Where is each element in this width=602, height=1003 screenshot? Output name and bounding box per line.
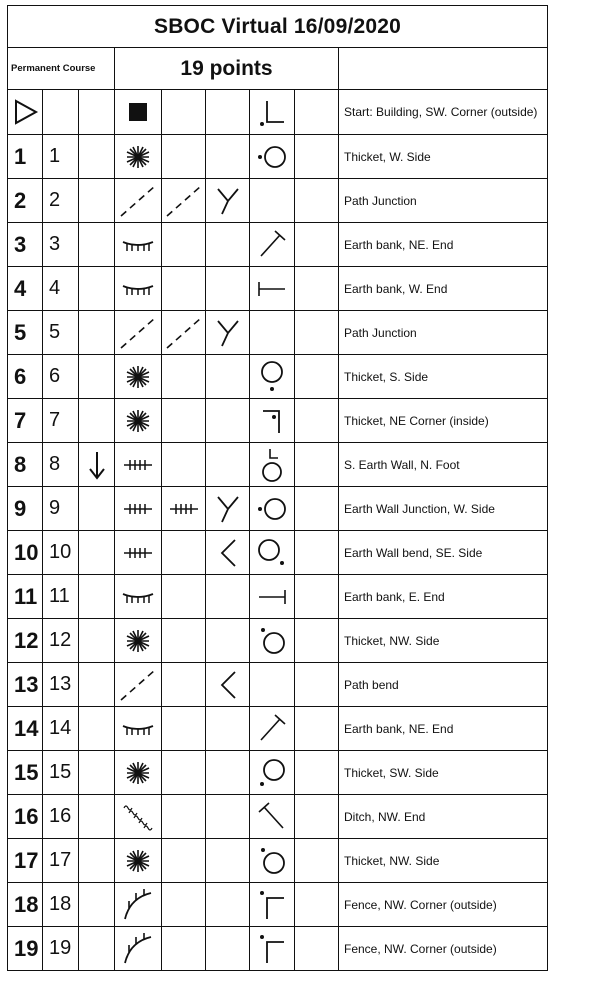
path-icon bbox=[115, 179, 162, 223]
west-side-icon bbox=[250, 135, 295, 179]
control-row bbox=[8, 751, 548, 795]
col-h-cell bbox=[295, 575, 339, 619]
start-triangle-icon bbox=[8, 90, 43, 135]
col-h-cell bbox=[295, 223, 339, 267]
path-icon bbox=[162, 179, 206, 223]
control-description: Thicket, NE Corner (inside) bbox=[339, 399, 548, 443]
se-side-icon bbox=[250, 531, 295, 575]
col-h-cell bbox=[295, 751, 339, 795]
direction-cell bbox=[79, 179, 115, 223]
fence-icon bbox=[115, 883, 162, 927]
control-number: 12 bbox=[8, 619, 43, 663]
control-number: 4 bbox=[8, 267, 43, 311]
shape-cell bbox=[206, 619, 250, 663]
control-number: 8 bbox=[8, 443, 43, 487]
feature2-cell bbox=[162, 531, 206, 575]
junction-icon bbox=[206, 487, 250, 531]
shape-cell bbox=[206, 883, 250, 927]
start-feature2-cell bbox=[162, 90, 206, 135]
ne-corner-inside-icon bbox=[250, 399, 295, 443]
control-number: 16 bbox=[8, 795, 43, 839]
shape-cell bbox=[206, 355, 250, 399]
control-description: Earth bank, E. End bbox=[339, 575, 548, 619]
shape-cell bbox=[206, 135, 250, 179]
ditch-icon bbox=[115, 795, 162, 839]
col-h-cell bbox=[295, 267, 339, 311]
col-h-cell bbox=[295, 179, 339, 223]
earth-bank-icon bbox=[115, 707, 162, 751]
control-description: Earth bank, W. End bbox=[339, 267, 548, 311]
thicket-icon bbox=[115, 355, 162, 399]
control-row bbox=[8, 839, 548, 883]
junction-icon bbox=[206, 179, 250, 223]
junction-icon bbox=[206, 311, 250, 355]
thicket-icon bbox=[115, 399, 162, 443]
course-name: Permanent Course bbox=[8, 48, 115, 90]
direction-cell bbox=[79, 355, 115, 399]
control-number: 10 bbox=[8, 531, 43, 575]
control-row bbox=[8, 399, 548, 443]
earth-wall-icon bbox=[115, 487, 162, 531]
earth-bank-icon bbox=[115, 267, 162, 311]
feature2-cell bbox=[162, 135, 206, 179]
nw-side-icon bbox=[250, 839, 295, 883]
shape-cell bbox=[206, 223, 250, 267]
north-foot-icon bbox=[250, 443, 295, 487]
points-count: 19 points bbox=[115, 48, 339, 90]
path-icon bbox=[115, 663, 162, 707]
control-code: 4 bbox=[43, 267, 79, 311]
shape-cell bbox=[206, 267, 250, 311]
earth-bank-icon bbox=[115, 223, 162, 267]
control-code: 5 bbox=[43, 311, 79, 355]
nw-side-icon bbox=[250, 619, 295, 663]
shape-cell bbox=[206, 839, 250, 883]
sheet-title: SBOC Virtual 16/09/2020 bbox=[8, 6, 548, 48]
ne-end-icon bbox=[250, 707, 295, 751]
col-h-cell bbox=[295, 883, 339, 927]
direction-cell bbox=[79, 223, 115, 267]
control-row bbox=[8, 135, 548, 179]
control-number: 3 bbox=[8, 223, 43, 267]
control-number: 13 bbox=[8, 663, 43, 707]
control-number: 19 bbox=[8, 927, 43, 971]
thicket-icon bbox=[115, 619, 162, 663]
control-code: 12 bbox=[43, 619, 79, 663]
location-cell bbox=[250, 179, 295, 223]
bend-icon bbox=[206, 531, 250, 575]
control-code: 18 bbox=[43, 883, 79, 927]
control-description: Earth bank, NE. End bbox=[339, 223, 548, 267]
nw-corner-outside-icon bbox=[250, 927, 295, 971]
control-description: Fence, NW. Corner (outside) bbox=[339, 883, 548, 927]
direction-cell bbox=[79, 751, 115, 795]
down-arrow-icon bbox=[79, 443, 115, 487]
control-code: 8 bbox=[43, 443, 79, 487]
shape-cell bbox=[206, 795, 250, 839]
fence-icon bbox=[115, 927, 162, 971]
control-code: 19 bbox=[43, 927, 79, 971]
feature2-cell bbox=[162, 575, 206, 619]
control-row bbox=[8, 707, 548, 751]
col-h-cell bbox=[295, 795, 339, 839]
control-description: Earth bank, NE. End bbox=[339, 707, 548, 751]
feature2-cell bbox=[162, 751, 206, 795]
direction-cell bbox=[79, 575, 115, 619]
control-row bbox=[8, 531, 548, 575]
location-cell bbox=[250, 311, 295, 355]
col-h-cell bbox=[295, 663, 339, 707]
start-shape-cell bbox=[206, 90, 250, 135]
control-row bbox=[8, 619, 548, 663]
control-code: 7 bbox=[43, 399, 79, 443]
ne-end-icon bbox=[250, 223, 295, 267]
col-h-cell bbox=[295, 619, 339, 663]
control-row bbox=[8, 179, 548, 223]
control-description: Earth Wall bend, SE. Side bbox=[339, 531, 548, 575]
earth-bank-icon bbox=[115, 575, 162, 619]
control-description-sheet bbox=[7, 5, 548, 971]
control-row bbox=[8, 223, 548, 267]
west-side-icon bbox=[250, 487, 295, 531]
thicket-icon bbox=[115, 135, 162, 179]
control-row bbox=[8, 487, 548, 531]
direction-cell bbox=[79, 663, 115, 707]
nw-end-icon bbox=[250, 795, 295, 839]
control-description: Thicket, S. Side bbox=[339, 355, 548, 399]
control-code: 15 bbox=[43, 751, 79, 795]
control-description: Path bend bbox=[339, 663, 548, 707]
col-h-cell bbox=[295, 443, 339, 487]
feature2-cell bbox=[162, 223, 206, 267]
control-code: 9 bbox=[43, 487, 79, 531]
control-number: 5 bbox=[8, 311, 43, 355]
control-code: 14 bbox=[43, 707, 79, 751]
direction-cell bbox=[79, 487, 115, 531]
control-number: 6 bbox=[8, 355, 43, 399]
control-code: 10 bbox=[43, 531, 79, 575]
col-h-cell bbox=[295, 531, 339, 575]
control-description: Earth Wall Junction, W. Side bbox=[339, 487, 548, 531]
location-cell bbox=[250, 663, 295, 707]
control-number: 2 bbox=[8, 179, 43, 223]
start-direction-cell bbox=[79, 90, 115, 135]
direction-cell bbox=[79, 883, 115, 927]
east-end-icon bbox=[250, 575, 295, 619]
shape-cell bbox=[206, 707, 250, 751]
control-description: Thicket, W. Side bbox=[339, 135, 548, 179]
col-h-cell bbox=[295, 927, 339, 971]
thicket-icon bbox=[115, 839, 162, 883]
direction-cell bbox=[79, 619, 115, 663]
control-description: Path Junction bbox=[339, 311, 548, 355]
control-description: Fence, NW. Corner (outside) bbox=[339, 927, 548, 971]
control-description: Ditch, NW. End bbox=[339, 795, 548, 839]
control-number: 14 bbox=[8, 707, 43, 751]
shape-cell bbox=[206, 399, 250, 443]
west-end-icon bbox=[250, 267, 295, 311]
control-number: 15 bbox=[8, 751, 43, 795]
col-h-cell bbox=[295, 355, 339, 399]
col-h-cell bbox=[295, 839, 339, 883]
direction-cell bbox=[79, 839, 115, 883]
control-row bbox=[8, 443, 548, 487]
control-row bbox=[8, 883, 548, 927]
start-description: Start: Building, SW. Corner (outside) bbox=[339, 90, 548, 135]
col-h-cell bbox=[295, 399, 339, 443]
control-row bbox=[8, 311, 548, 355]
control-row bbox=[8, 795, 548, 839]
control-row bbox=[8, 575, 548, 619]
control-code: 6 bbox=[43, 355, 79, 399]
earth-wall-icon bbox=[115, 531, 162, 575]
thicket-icon bbox=[115, 751, 162, 795]
feature2-cell bbox=[162, 795, 206, 839]
south-side-icon bbox=[250, 355, 295, 399]
direction-cell bbox=[79, 399, 115, 443]
direction-cell bbox=[79, 311, 115, 355]
shape-cell bbox=[206, 575, 250, 619]
control-number: 11 bbox=[8, 575, 43, 619]
sw-side-icon bbox=[250, 751, 295, 795]
control-number: 18 bbox=[8, 883, 43, 927]
control-code: 1 bbox=[43, 135, 79, 179]
shape-cell bbox=[206, 443, 250, 487]
feature2-cell bbox=[162, 883, 206, 927]
feature2-cell bbox=[162, 707, 206, 751]
nw-corner-outside-icon bbox=[250, 883, 295, 927]
start-row bbox=[8, 90, 548, 135]
control-number: 1 bbox=[8, 135, 43, 179]
control-code: 13 bbox=[43, 663, 79, 707]
feature2-cell bbox=[162, 267, 206, 311]
header-blank-cell bbox=[339, 48, 548, 90]
control-code: 17 bbox=[43, 839, 79, 883]
feature2-cell bbox=[162, 355, 206, 399]
shape-cell bbox=[206, 751, 250, 795]
path-icon bbox=[162, 311, 206, 355]
earth-wall-icon bbox=[115, 443, 162, 487]
feature2-cell bbox=[162, 839, 206, 883]
shape-cell bbox=[206, 927, 250, 971]
control-row bbox=[8, 267, 548, 311]
direction-cell bbox=[79, 927, 115, 971]
control-code: 16 bbox=[43, 795, 79, 839]
control-code: 11 bbox=[43, 575, 79, 619]
bend-icon bbox=[206, 663, 250, 707]
feature2-cell bbox=[162, 619, 206, 663]
feature2-cell bbox=[162, 399, 206, 443]
direction-cell bbox=[79, 707, 115, 751]
feature2-cell bbox=[162, 663, 206, 707]
control-code: 2 bbox=[43, 179, 79, 223]
direction-cell bbox=[79, 267, 115, 311]
earth-wall-icon bbox=[162, 487, 206, 531]
control-number: 7 bbox=[8, 399, 43, 443]
start-col-h-cell bbox=[295, 90, 339, 135]
control-description: Path Junction bbox=[339, 179, 548, 223]
control-description: Thicket, NW. Side bbox=[339, 839, 548, 883]
control-code: 3 bbox=[43, 223, 79, 267]
control-description: S. Earth Wall, N. Foot bbox=[339, 443, 548, 487]
col-h-cell bbox=[295, 135, 339, 179]
direction-cell bbox=[79, 795, 115, 839]
sw-corner-outside-icon bbox=[250, 90, 295, 135]
control-number: 17 bbox=[8, 839, 43, 883]
control-description: Thicket, SW. Side bbox=[339, 751, 548, 795]
control-description: Thicket, NW. Side bbox=[339, 619, 548, 663]
col-h-cell bbox=[295, 311, 339, 355]
col-h-cell bbox=[295, 707, 339, 751]
path-icon bbox=[115, 311, 162, 355]
control-row bbox=[8, 927, 548, 971]
feature2-cell bbox=[162, 927, 206, 971]
building-square-icon bbox=[115, 90, 162, 135]
feature2-cell bbox=[162, 443, 206, 487]
start-code-cell bbox=[43, 90, 79, 135]
control-row bbox=[8, 355, 548, 399]
control-row bbox=[8, 663, 548, 707]
direction-cell bbox=[79, 135, 115, 179]
col-h-cell bbox=[295, 487, 339, 531]
direction-cell bbox=[79, 531, 115, 575]
control-number: 9 bbox=[8, 487, 43, 531]
